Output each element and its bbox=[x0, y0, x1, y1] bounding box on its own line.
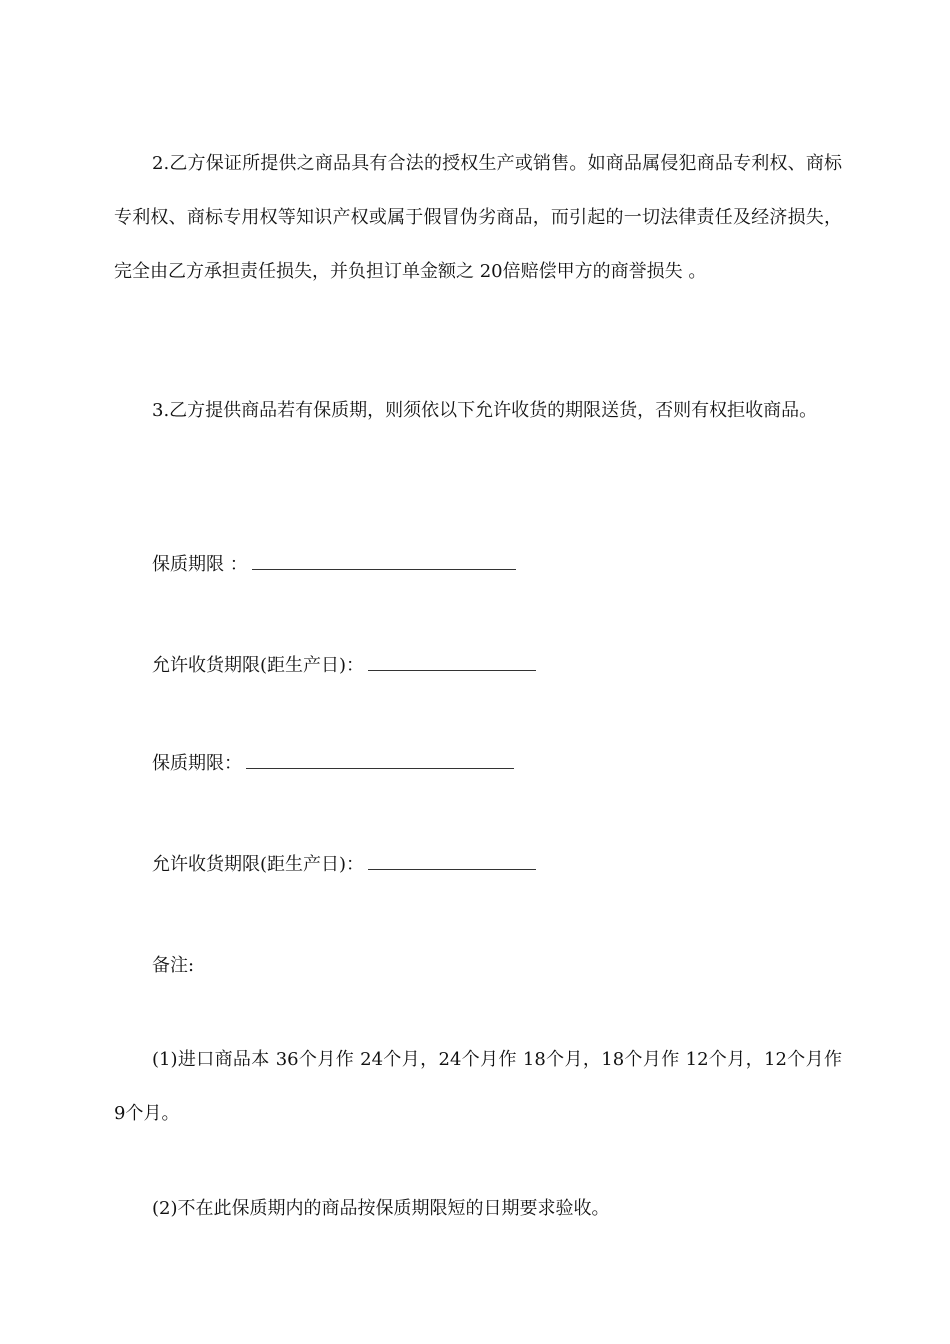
shelf-life-blank-2[interactable] bbox=[246, 748, 514, 769]
shelf-life-blank-1[interactable] bbox=[252, 549, 516, 570]
accept-limit-label-2: 允许收货期限(距生产日)： bbox=[152, 854, 365, 875]
clause-2-paragraph: 2.乙方保证所提供之商品具有合法的授权生产或销售。如商品属侵犯商品专利权、商标专利权、商标专用权等知识产权或属于假冒伪劣商品，而引起的一切法律责任及经济损失，完全由乙方承担责任损失，并负担订单金额之 20倍赔偿甲方的商誉损失 。 bbox=[114, 153, 842, 282]
shelf-life-field-1 bbox=[152, 549, 516, 580]
shelf-life-field-2 bbox=[152, 748, 514, 779]
shelf-life-label-2: 保质期限： bbox=[152, 753, 242, 774]
remark-note-1: (1)进口商品本 36个月作 24个月，24个月作 18个月，18个月作 12个月，12个月作 9个月。 bbox=[114, 1049, 842, 1124]
accept-limit-blank-1[interactable] bbox=[368, 650, 536, 671]
accept-limit-field-1 bbox=[152, 650, 536, 681]
clause-3-paragraph: 3.乙方提供商品若有保质期，则须依以下允许收货的期限送货，否则有权拒收商品。 bbox=[152, 400, 818, 421]
remark-note-2: (2)不在此保质期内的商品按保质期限短的日期要求验收。 bbox=[152, 1198, 610, 1219]
shelf-life-label-1: 保质期限 ： bbox=[152, 554, 248, 575]
remarks-title: 备注: bbox=[152, 955, 195, 976]
accept-limit-field-2 bbox=[152, 849, 536, 880]
accept-limit-label-1: 允许收货期限(距生产日)： bbox=[152, 655, 365, 676]
accept-limit-blank-2[interactable] bbox=[368, 849, 536, 870]
